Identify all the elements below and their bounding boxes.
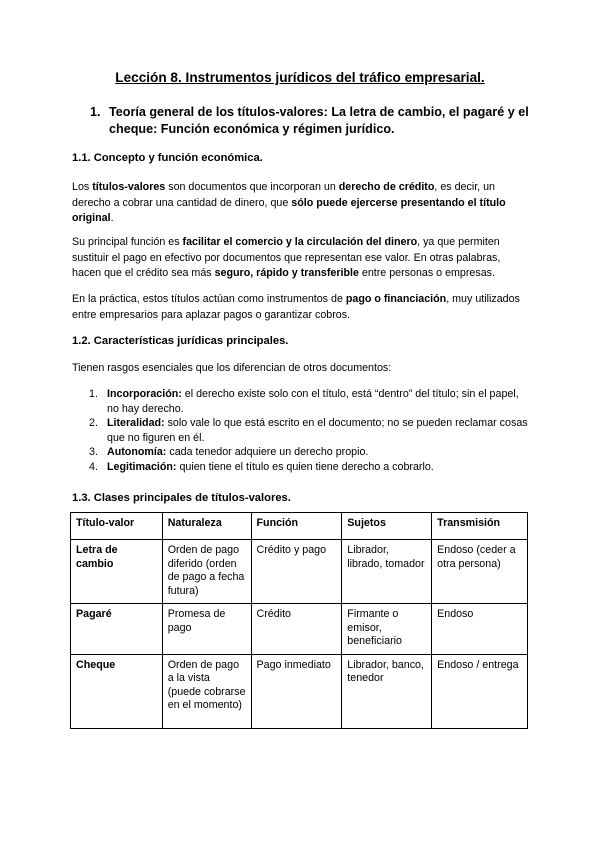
table-cell: Endoso [432, 604, 528, 655]
table-header-cell: Transmisión [432, 513, 528, 540]
table-cell: Librador, librado, tomador [342, 540, 432, 604]
subheading-1-3: 1.3. Clases principales de títulos-valores. [72, 492, 291, 504]
paragraph-practice: En la práctica, estos títulos actúan como instrumentos de pago o financiación, muy utilizados entre empresarios para aplazar pagos o garantizar cobros. [72, 293, 520, 321]
table-header-row [71, 513, 528, 540]
table-cell: Crédito y pago [251, 540, 342, 604]
table-header-cell: Sujetos [342, 513, 432, 540]
titulos-valores-table [70, 512, 528, 729]
table-header-cell: Naturaleza [162, 513, 251, 540]
table-header-cell: Título-valor [71, 513, 163, 540]
table-cell: Cheque [71, 654, 163, 728]
list-item: 2. Literalidad: solo vale lo que está escrito en el documento; no se pueden reclamar cosas que no figuren en él. [89, 417, 528, 444]
subheading-1-2: 1.2. Características jurídicas principales. [72, 335, 289, 347]
section-title: Teoría general de los títulos-valores: La letra de cambio, el pagaré y el cheque: Función económica y régimen jurídico. [109, 105, 529, 136]
section-heading-1 [90, 104, 530, 138]
list-item: 3. Autonomía: cada tenedor adquiere un derecho propio. [89, 446, 369, 458]
table-cell: Endoso (ceder a otra persona) [432, 540, 528, 604]
subheading-1-1: 1.1. Concepto y función económica. [72, 152, 263, 164]
characteristics-list [72, 387, 532, 474]
table-cell: Endoso / entrega [432, 654, 528, 728]
lesson-title: Lección 8. Instrumentos jurídicos del tráfico empresarial. [115, 70, 485, 85]
table-cell: Orden de pago diferido (orden de pago a fecha futura) [162, 540, 251, 604]
table-cell: Firmante o emisor, beneficiario [342, 604, 432, 655]
table-cell: Pago inmediato [251, 654, 342, 728]
table-cell: Librador, banco, tenedor [342, 654, 432, 728]
table-cell: Pagaré [71, 604, 163, 655]
table-row [71, 604, 528, 655]
section-number: 1. [90, 105, 101, 119]
paragraph-concept: Los títulos-valores son documentos que incorporan un derecho de crédito, es decir, un derecho a cobrar una cantidad de dinero, que sólo puede ejercerse presentando el título original. [72, 181, 506, 224]
list-item: 1. Incorporación: el derecho existe solo con el título, está “dentro” del título; sin el papel, no hay derecho. [89, 388, 519, 415]
table-row [71, 540, 528, 604]
table-header-cell: Función [251, 513, 342, 540]
list-item: 4. Legitimación: quien tiene el título es quien tiene derecho a cobrarlo. [89, 460, 434, 473]
table-cell: Crédito [251, 604, 342, 655]
table-cell: Letra de cambio [71, 540, 163, 604]
table-cell: Orden de pago a la vista (puede cobrarse en el momento) [162, 654, 251, 728]
table-cell: Promesa de pago [162, 604, 251, 655]
table-row [71, 654, 528, 728]
paragraph-rasgos-intro: Tienen rasgos esenciales que los diferencian de otros documentos: [72, 362, 392, 374]
paragraph-function: Su principal función es facilitar el comercio y la circulación del dinero, ya que permiten sustituir el pago en efectivo por documentos que representan ese valor. En otras palabras, hacen que el crédito sea más seguro, rápido y transferible entre personas o empresas. [72, 236, 501, 279]
